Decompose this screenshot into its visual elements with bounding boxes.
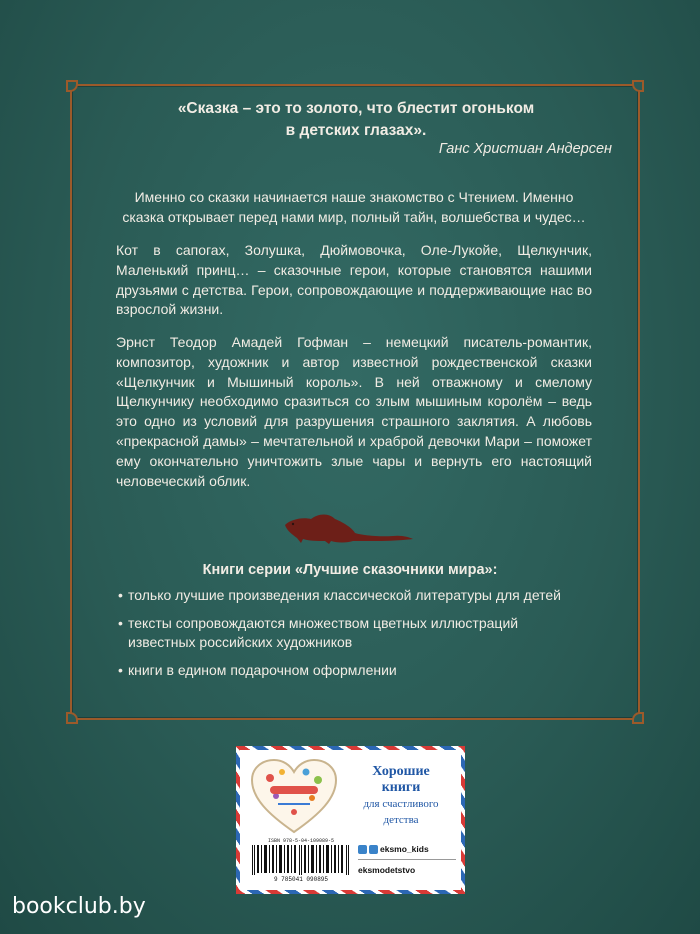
slogan-line: книги	[381, 780, 421, 795]
quote-line-2: в детских глазах».	[285, 122, 427, 139]
heart-emblem-icon	[248, 756, 340, 836]
frame-corner	[66, 80, 78, 92]
social-row	[358, 863, 456, 877]
divider	[358, 859, 456, 860]
social-links	[358, 842, 456, 877]
quote-author: Ганс Христиан Андерсен	[438, 141, 612, 157]
list-item: • книги в едином подарочном оформлении	[118, 661, 588, 680]
barcode-icon	[252, 845, 350, 875]
list-item: • тексты сопровождаются множеством цветных иллюстраций известных российских художников	[118, 614, 588, 652]
social-handle: eksmo_kids	[380, 844, 429, 854]
intro-paragraph: Именно со сказки начинается наше знакомство с Чтением. Именно сказка открывает перед нами мир, полный тайн, волшебства и чудес…	[122, 189, 586, 225]
publisher-sticker	[236, 746, 465, 894]
slogan-line: Хорошие	[372, 764, 430, 779]
slogan-line: детства	[383, 814, 419, 826]
series-features-list	[118, 586, 588, 689]
series-heading: Книги серии «Лучшие сказочники мира»:	[202, 562, 498, 578]
frame-corner	[632, 80, 644, 92]
quote-line-1: «Сказка – это то золото, что блестит огоньком	[177, 100, 535, 117]
social-handle: eksmodetstvo	[358, 865, 416, 875]
heroes-paragraph: Кот в сапогах, Золушка, Дюймовочка, Оле-Лукойе, Щелкунчик, Маленький принц… – сказочные герои, которые становятся нашими друзьями с детства. Герои, сопровождающие и поддерживающие нас во взрослой жизни.	[116, 242, 592, 318]
barcode-area	[248, 840, 354, 884]
list-item: • только лучшие произведения классической литературы для детей	[118, 586, 588, 605]
frame-corner	[632, 712, 644, 724]
social-row	[358, 842, 456, 856]
slogan-line: для счастливого	[363, 798, 439, 810]
barcode-number: 9 785041 090895	[273, 876, 328, 883]
mouse-icon	[281, 511, 415, 545]
publisher-slogan	[346, 764, 456, 828]
vk-icon	[358, 845, 367, 854]
isbn-text: ISBN 978-5-04-109089-5	[267, 838, 334, 844]
frame-corner	[66, 712, 78, 724]
book-description: Эрнст Теодор Амадей Гофман – немецкий писатель-романтик, композитор, художник и автор известной рождественской сказки «Щелкунчик и Мышиный король». В ней отважному и смелому Щелкунчику необходимо сразиться со злым мышиным королём – ведь это одно из условий для разрушения страшного заклятия. А любовь «прекрасной дамы» – мечтательной и храброй девочки Мари – поможет ему окончательно уничтожить злые чары и вернуть его настоящий человеческий облик.	[116, 334, 592, 489]
instagram-icon	[369, 845, 378, 854]
epigraph-quote	[96, 98, 616, 142]
source-watermark: bookclub.by	[12, 894, 146, 919]
